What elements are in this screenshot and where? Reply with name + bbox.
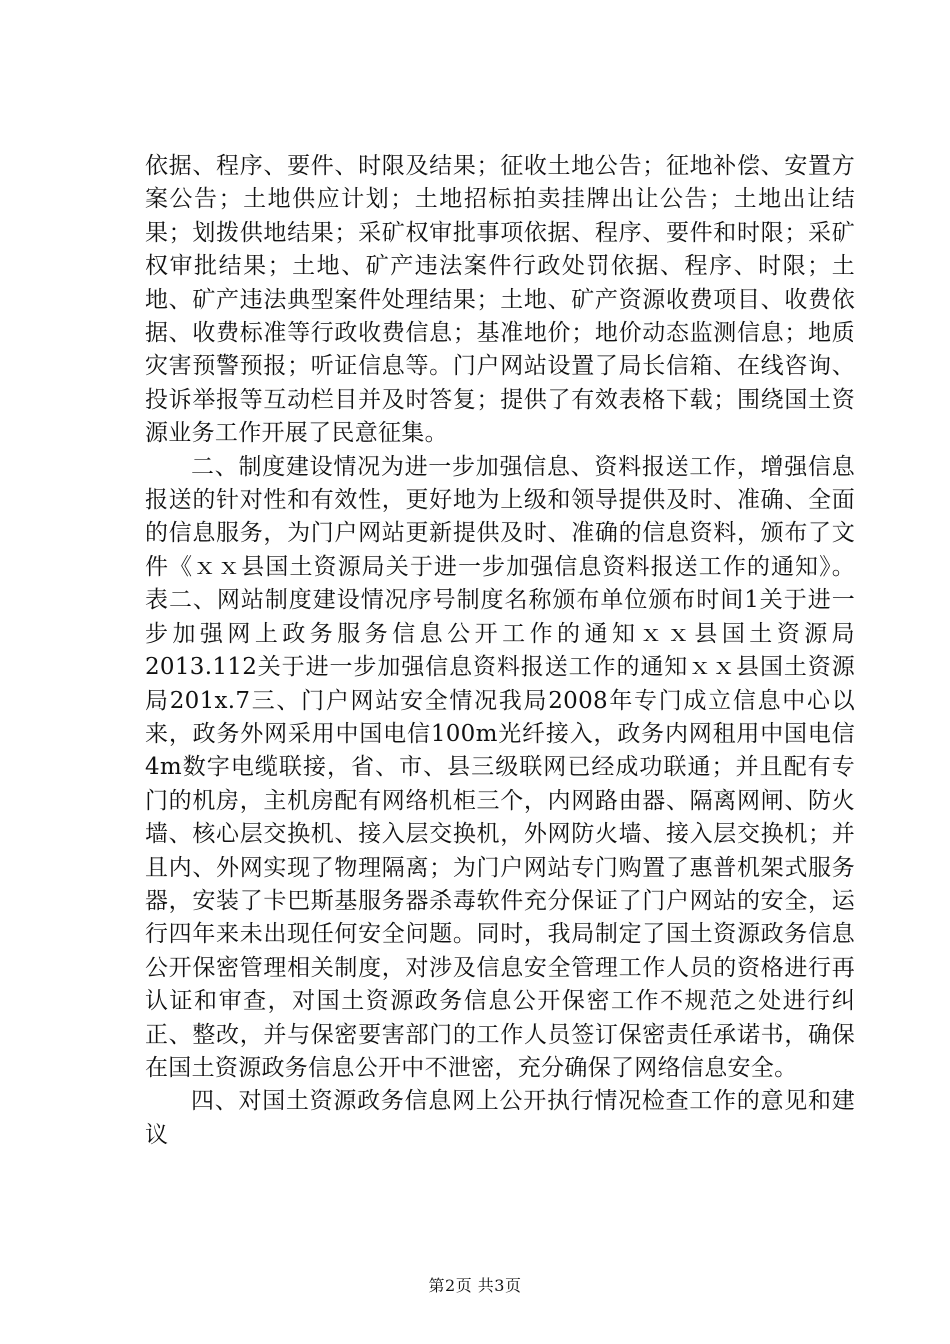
document-body xyxy=(145,150,855,1152)
page-number-footer: 第2页 共3页 xyxy=(428,1276,522,1295)
paragraph-section-2: 二、制度建设情况为进一步加强信息、资料报送工作，增强信息报送的针对性和有效性，更好地为上级和领导提供及时、准确、全面的信息服务，为门户网站更新提供及时、准确的信息资料，颁布了文件《ｘｘ县国土资源局关于进一步加强信息资料报送工作的通知》。表二、网站制度建设情况序号制度名称颁布单位颁布时间1关于进一步加强网上政务服务信息公开工作的通知ｘｘ县国土资源局2013.112关于进一步加强信息资料报送工作的通知ｘｘ县国土资源局201x.7三、门户网站安全情况我局2008年专门成立信息中心以来，政务外网采用中国电信100m光纤接入，政务内网租用中国电信4m数字电缆联接，省、市、县三级联网已经成功联通；并且配有专门的机房，主机房配有网络机柜三个，内网路由器、隔离网闸、防火墙、核心层交换机、接入层交换机，外网防火墙、接入层交换机；并且内、外网实现了物理隔离；为门户网站专门购置了惠普机架式服务器，安装了卡巴斯基服务器杀毒软件充分保证了门户网站的安全，运行四年来未出现任何安全问题。同时，我局制定了国土资源政务信息公开保密管理相关制度，对涉及信息安全管理工作人员的资格进行再认证和审查，对国土资源政务信息公开保密工作不规范之处进行纠正、整改，并与保密要害部门的工作人员签订保密责任承诺书，确保在国土资源政务信息公开中不泄密，充分确保了网络信息安全。 xyxy=(145,453,855,1081)
paragraph-section-4: 四、对国土资源政务信息网上公开执行情况检查工作的意见和建议 xyxy=(145,1088,855,1148)
paragraph-continuation: 依据、程序、要件、时限及结果；征收土地公告；征地补偿、安置方案公告；土地供应计划；土地招标拍卖挂牌出让公告；土地出让结果；划拨供地结果；采矿权审批事项依据、程序、要件和时限；采矿权审批结果；土地、矿产违法案件行政处罚依据、程序、时限；土地、矿产违法典型案件处理结果；土地、矿产资源收费项目、收费依据、收费标准等行政收费信息；基准地价；地价动态监测信息；地质灾害预警预报；听证信息等。门户网站设置了局长信箱、在线咨询、投诉举报等互动栏目并及时答复；提供了有效表格下载；围绕国土资源业务工作开展了民意征集。 xyxy=(145,153,855,447)
